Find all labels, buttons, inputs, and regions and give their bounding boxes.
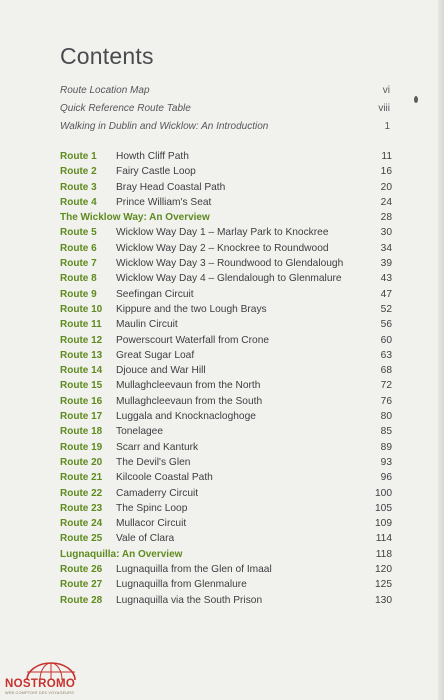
front-matter-item[interactable] xyxy=(60,100,390,118)
front-matter-list xyxy=(60,82,390,136)
page-number: 11 xyxy=(381,151,392,162)
route-name: Wicklow Way Day 3 – Roundwood to Glendalough xyxy=(116,258,344,270)
route-list xyxy=(60,149,392,608)
route-entry[interactable] xyxy=(60,516,392,531)
page-number: 93 xyxy=(380,456,392,468)
logo-tagline: WEB COMPTOIR DES VOYAGEURS xyxy=(5,691,74,695)
route-name: The Devil's Glen xyxy=(116,456,191,468)
page-number: 105 xyxy=(375,502,392,514)
route-entry[interactable] xyxy=(60,302,392,317)
nostromo-logo xyxy=(3,660,107,698)
page-number: 52 xyxy=(380,303,392,315)
route-name: Kippure and the two Lough Brays xyxy=(116,303,267,315)
logo-wordmark: NOSTROMO xyxy=(5,678,76,690)
page-number: 76 xyxy=(380,395,392,407)
front-matter-page: vi xyxy=(382,85,390,96)
route-entry[interactable] xyxy=(60,195,392,210)
page-number: 80 xyxy=(380,411,392,423)
page-mark xyxy=(414,96,418,103)
route-number: Route 23 xyxy=(60,502,103,514)
route-name: Prince William's Seat xyxy=(116,196,212,208)
route-name: Mullaghcleevaun from the North xyxy=(116,380,261,392)
page-number: 72 xyxy=(380,380,392,392)
route-name: Wicklow Way Day 2 – Knockree to Roundwood xyxy=(116,242,329,254)
route-entry[interactable] xyxy=(60,531,392,546)
route-entry[interactable] xyxy=(60,577,392,592)
page-number: 68 xyxy=(380,365,392,377)
route-entry[interactable] xyxy=(60,501,392,516)
route-entry[interactable] xyxy=(60,164,392,179)
route-entry[interactable] xyxy=(60,378,392,393)
route-number: Route 17 xyxy=(60,411,103,423)
route-name: Powerscourt Waterfall from Crone xyxy=(116,334,270,346)
section-title: The Wicklow Way: An Overview xyxy=(60,212,210,224)
route-name: Bray Head Coastal Path xyxy=(116,181,226,193)
route-number: Route 2 xyxy=(60,166,97,178)
page-number: 125 xyxy=(375,579,392,591)
route-number: Route 5 xyxy=(60,227,97,239)
route-name: Djouce and War Hill xyxy=(116,365,206,377)
page-number: 47 xyxy=(380,288,392,300)
front-matter-label: Route Location Map xyxy=(60,85,150,96)
globe-icon xyxy=(21,660,81,680)
route-entry[interactable] xyxy=(60,470,392,485)
route-name: Maulin Circuit xyxy=(116,319,178,331)
route-number: Route 13 xyxy=(60,349,103,361)
route-entry[interactable] xyxy=(60,256,392,271)
route-name: Lugnaquilla via the South Prison xyxy=(116,594,263,606)
page-number: 28 xyxy=(380,212,392,224)
route-name: Mullaghcleevaun from the South xyxy=(116,395,263,407)
route-number: Route 4 xyxy=(60,196,97,208)
route-entry[interactable] xyxy=(60,225,392,240)
route-number: Route 27 xyxy=(60,579,103,591)
route-number: Route 15 xyxy=(60,380,103,392)
route-name: Kilcoole Coastal Path xyxy=(116,472,213,484)
route-entry[interactable] xyxy=(60,271,392,286)
front-matter-label: Walking in Dublin and Wicklow: An Introduction xyxy=(60,121,269,132)
route-name: Seefingan Circuit xyxy=(116,288,194,300)
route-name: Lugnaquilla from Glenmalure xyxy=(116,579,247,591)
route-name: Lugnaquilla from the Glen of Imaal xyxy=(116,564,272,576)
route-name: Great Sugar Loaf xyxy=(116,349,195,361)
route-entry[interactable] xyxy=(60,317,392,332)
route-number: Route 18 xyxy=(60,426,103,438)
front-matter-item[interactable] xyxy=(60,118,390,136)
route-number: Route 1 xyxy=(60,151,97,162)
page-number: 60 xyxy=(380,334,392,346)
page-number: 89 xyxy=(380,441,392,453)
route-name: The Spinc Loop xyxy=(116,502,188,514)
front-matter-label: Quick Reference Route Table xyxy=(60,103,191,114)
route-name: Howth Cliff Path xyxy=(116,151,189,162)
section-entry[interactable] xyxy=(60,547,392,562)
page-number: 56 xyxy=(380,319,392,331)
section-title: Lugnaquilla: An Overview xyxy=(60,548,183,560)
route-number: Route 14 xyxy=(60,365,103,377)
page-edge xyxy=(438,0,444,700)
route-entry[interactable] xyxy=(60,424,392,439)
route-number: Route 20 xyxy=(60,456,103,468)
route-number: Route 8 xyxy=(60,273,97,285)
page-title: Contents xyxy=(60,43,154,69)
route-entry[interactable] xyxy=(60,486,392,501)
page-number: 34 xyxy=(380,242,392,254)
route-number: Route 10 xyxy=(60,303,103,315)
front-matter-item[interactable] xyxy=(60,82,390,100)
route-name: Fairy Castle Loop xyxy=(116,166,196,178)
route-entry[interactable] xyxy=(60,455,392,470)
route-name: Wicklow Way Day 4 – Glendalough to Glenmalure xyxy=(116,273,342,285)
front-matter-page: 1 xyxy=(384,121,390,132)
route-entry[interactable] xyxy=(60,409,392,424)
page-number: 30 xyxy=(380,227,392,239)
route-name: Camaderry Circuit xyxy=(116,487,199,499)
route-number: Route 6 xyxy=(60,242,97,254)
page-number: 16 xyxy=(380,166,392,178)
page-number: 120 xyxy=(375,564,392,576)
route-number: Route 21 xyxy=(60,472,103,484)
front-matter-page: viii xyxy=(378,103,390,114)
route-number: Route 25 xyxy=(60,533,103,545)
page-number: 118 xyxy=(375,548,392,560)
route-number: Route 24 xyxy=(60,518,103,530)
route-number: Route 7 xyxy=(60,258,97,270)
route-entry[interactable] xyxy=(60,348,392,363)
route-name: Luggala and Knocknacloghoge xyxy=(116,411,256,423)
section-entry[interactable] xyxy=(60,210,392,225)
route-entry[interactable] xyxy=(60,562,392,577)
route-entry[interactable] xyxy=(60,287,392,302)
route-name: Scarr and Kanturk xyxy=(116,441,199,453)
page-number: 109 xyxy=(375,518,392,530)
page-number: 85 xyxy=(380,426,392,438)
route-number: Route 9 xyxy=(60,288,97,300)
route-number: Route 19 xyxy=(60,441,103,453)
route-entry[interactable] xyxy=(60,333,392,348)
route-entry[interactable] xyxy=(60,363,392,378)
route-number: Route 11 xyxy=(60,319,102,331)
route-name: Vale of Clara xyxy=(116,533,175,545)
route-entry[interactable] xyxy=(60,394,392,409)
page-number: 63 xyxy=(380,349,392,361)
route-number: Route 16 xyxy=(60,395,103,407)
route-entry[interactable] xyxy=(60,180,392,195)
page-number: 130 xyxy=(375,594,392,606)
route-number: Route 3 xyxy=(60,181,97,193)
page-number: 20 xyxy=(380,181,392,193)
route-name: Mullacor Circuit xyxy=(116,518,187,530)
page-number: 39 xyxy=(380,258,392,270)
page-number: 114 xyxy=(375,533,392,545)
page-number: 96 xyxy=(380,472,392,484)
route-entry[interactable] xyxy=(60,440,392,455)
route-name: Wicklow Way Day 1 – Marlay Park to Knockree xyxy=(116,227,329,239)
route-number: Route 26 xyxy=(60,564,103,576)
page-number: 43 xyxy=(380,273,392,285)
route-entry[interactable] xyxy=(60,149,392,164)
route-name: Tonelagee xyxy=(116,426,164,438)
route-number: Route 28 xyxy=(60,594,103,606)
route-entry[interactable] xyxy=(60,241,392,256)
page-number: 24 xyxy=(380,196,392,208)
route-number: Route 22 xyxy=(60,487,103,499)
route-number: Route 12 xyxy=(60,334,103,346)
route-entry[interactable] xyxy=(60,593,392,608)
page-number: 100 xyxy=(375,487,392,499)
